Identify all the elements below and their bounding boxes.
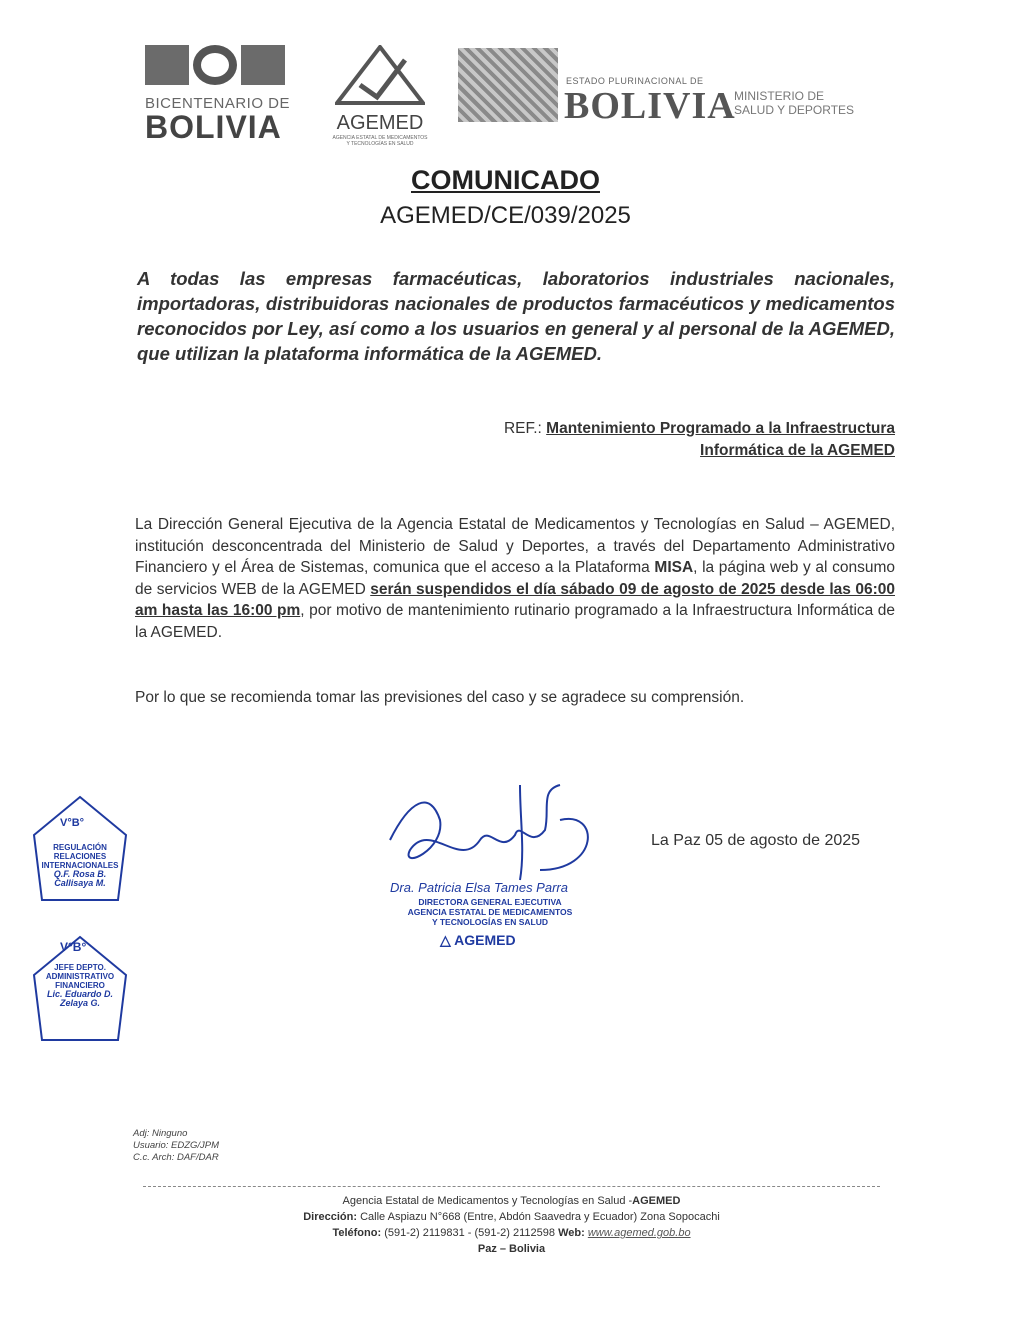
signer-title-1: DIRECTORA GENERAL EJECUTIVA xyxy=(418,897,562,907)
stamp2-line-5: Zelaya G. xyxy=(59,998,101,1008)
signer-title xyxy=(380,897,600,927)
signature-agemed-text: AGEMED xyxy=(454,932,516,948)
stamp1-line-4: Q.F. Rosa B. xyxy=(53,869,107,879)
handwritten-signature xyxy=(370,780,610,890)
signer-name: Dra. Patricia Elsa Tames Parra xyxy=(390,880,568,895)
stamp1-line-1: REGULACIÓN xyxy=(53,843,107,852)
ministerio-logo-text xyxy=(734,89,854,117)
stamp2-line-2: ADMINISTRATIVO xyxy=(45,972,115,981)
ministerio-line-1: MINISTERIO DE xyxy=(734,89,825,103)
reference-label: REF.: xyxy=(503,420,542,437)
meta-adj: Adj: Ninguno xyxy=(133,1128,188,1139)
stamp1-text xyxy=(38,843,122,888)
footer-city: Paz – Bolivia xyxy=(477,1243,546,1255)
body-p1-part-a: La Dirección General Ejecutiva de la Agencia Estatal de Medicamentos y Tecnologías en Salud – AGEMED, institución desconcentrada del Ministerio de Salud y Deportes, a través del Departamento Administrativo Financiero y el Área de Sistemas, comunica que el acceso a la Plataforma xyxy=(135,516,895,576)
signer-title-3: Y TECNOLOGÍAS EN SALUD xyxy=(431,917,549,927)
footer-dir-label: Dirección: xyxy=(303,1211,358,1223)
body-p1-part-c: , por motivo de mantenimiento rutinario programado a la Infraestructura Informática de la AGEMED. xyxy=(135,602,895,641)
footer-web-link[interactable]: www.agemed.gob.bo xyxy=(587,1227,691,1239)
bicentenario-icon-right xyxy=(241,45,285,85)
reference-subject-2: Informática de la AGEMED xyxy=(700,442,895,459)
estado-bolivia-logo xyxy=(458,48,736,128)
footer-tel-label: Teléfono: xyxy=(332,1227,382,1239)
body-paragraph-2: Por lo que se recomienda tomar las previsiones del caso y se agradece su comprensión. xyxy=(135,689,745,706)
body-p1-suspension-notice: serán suspendidos el día sábado 09 de agosto de 2025 desde las 06:00 am hasta las 16:00 pm xyxy=(135,580,895,619)
footer-agency: Agencia Estatal de Medicamentos y Tecnologías en Salud - xyxy=(342,1195,633,1207)
footer-divider xyxy=(143,1186,880,1187)
vb-stamp-administrativo xyxy=(30,935,130,1045)
agemed-logo xyxy=(320,45,440,150)
addressee-paragraph: A todas las empresas farmacéuticas, laboratorios industriales nacionales, importadoras, distribuidoras nacionales de productos farmacéuticos y medicamentos reconocidos por Ley, así como a los usuarios en general y al personal de la AGEMED, que utilizan la plataforma informática de la AGEMED. xyxy=(137,268,895,364)
footer-tel-value: (591-2) 2119831 - (591-2) 2112598 xyxy=(384,1227,556,1239)
stamp2-line-4: Lic. Eduardo D. xyxy=(46,989,113,999)
stamp2-line-1: JEFE DEPTO. xyxy=(54,963,106,972)
footer-dir-value: Calle Aspiazu N°668 (Entre, Abdón Saavedra y Ecuador) Zona Sopocachi xyxy=(360,1211,720,1223)
body-paragraph-1 xyxy=(135,514,895,643)
vb-stamp-regulacion xyxy=(30,795,130,905)
document-title xyxy=(0,165,1011,196)
reference-subject-1: Mantenimiento Programado a la Infraestructura xyxy=(546,420,895,437)
body-p1-misa: MISA xyxy=(654,559,694,576)
stamp2-text xyxy=(38,963,122,1008)
document-code: AGEMED/CE/039/2025 xyxy=(380,202,631,229)
stamp1-line-3: INTERNACIONALES xyxy=(41,861,119,870)
bolivia-wordmark: BOLIVIA xyxy=(564,85,736,127)
body-p1-part-b: , la página web y al consumo de servicios WEB de la AGEMED xyxy=(135,559,895,598)
bicentenario-icon-spiral xyxy=(193,45,237,85)
stamp1-vb: V°B° xyxy=(60,817,85,829)
agemed-sub-2: Y TECNOLOGÍAS EN SALUD xyxy=(346,141,414,147)
meta-cc: C.c. Arch: DAF/DAR xyxy=(133,1152,219,1163)
bicentenario-big-text: BOLIVIA xyxy=(145,109,282,145)
footer-line-2 xyxy=(143,1209,880,1225)
agemed-sub-1: AGENCIA ESTATAL DE MEDICAMENTOS xyxy=(332,135,428,141)
agemed-triangle-icon xyxy=(335,45,425,105)
estado-plurinacional-text: ESTADO PLURINACIONAL DE xyxy=(566,76,704,86)
meta-usuario: Usuario: EDZG/JPM xyxy=(133,1140,220,1151)
signature-agemed-logo: △ AGEMED xyxy=(440,932,516,948)
agemed-wordmark: AGEMED xyxy=(336,112,424,134)
footer-line-1 xyxy=(143,1193,880,1209)
bicentenario-small-text: BICENTENARIO DE xyxy=(145,95,291,112)
ministerio-line-2: SALUD Y DEPORTES xyxy=(734,103,855,117)
reference-block xyxy=(428,418,895,462)
stamp1-line-5: Callisaya M. xyxy=(54,878,106,888)
bicentenario-icons xyxy=(145,45,295,85)
signer-title-2: AGENCIA ESTATAL DE MEDICAMENTOS xyxy=(407,907,573,917)
document-meta xyxy=(133,1128,219,1164)
footer-web-label: Web: xyxy=(558,1227,585,1239)
bicentenario-logo xyxy=(145,45,295,145)
bicentenario-icon-left xyxy=(145,45,189,85)
date-line: La Paz 05 de agosto de 2025 xyxy=(651,832,861,849)
footer-line-3 xyxy=(143,1225,880,1241)
stamp2-line-3: FINANCIERO xyxy=(55,981,105,990)
footer-agency-acronym: AGEMED xyxy=(632,1195,681,1207)
document-title-text: COMUNICADO xyxy=(411,165,600,195)
stamp2-vb: V°B° xyxy=(60,940,87,954)
stamp1-line-2: RELACIONES xyxy=(53,852,107,861)
bolivia-emblem-icon xyxy=(458,48,558,122)
footer xyxy=(143,1193,880,1257)
